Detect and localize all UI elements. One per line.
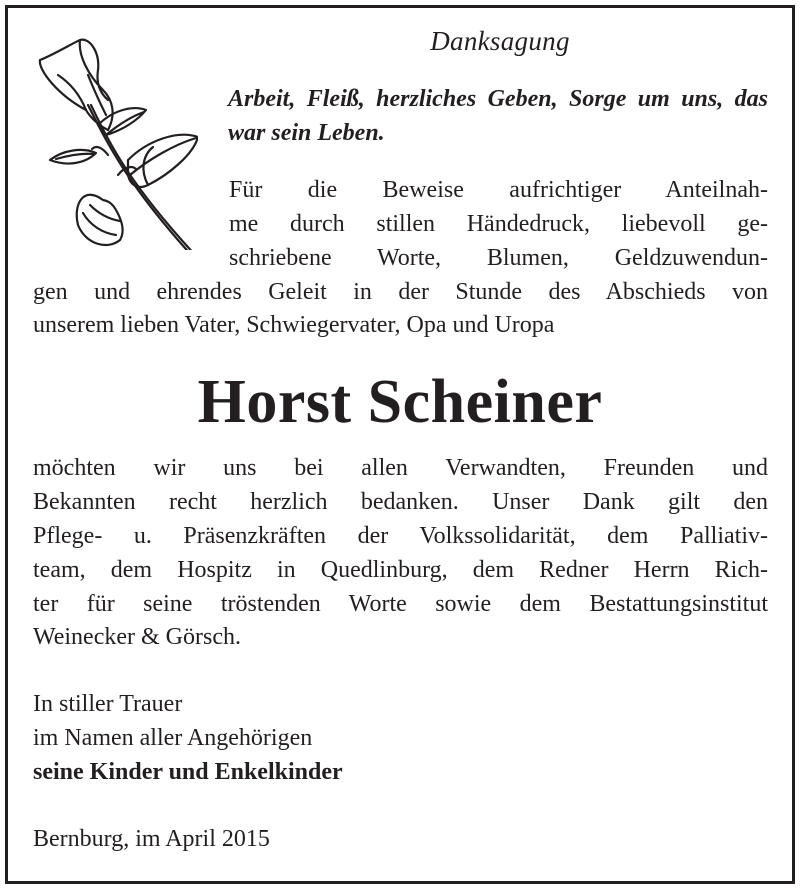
intro-line: schriebene Worte, Blumen, Geldzuwendun- xyxy=(229,245,768,271)
intro-line: unserem lieben Vater, Schwiegervater, Opa und Uropa xyxy=(33,312,555,338)
closing-line: im Namen aller Angehörigen xyxy=(33,725,313,751)
place-date: Bernburg, im April 2015 xyxy=(33,826,270,852)
thanks-line: Bekannten recht herzlich bedanken. Unser Dank gilt den xyxy=(33,489,768,515)
thanks-line: Pflege- u. Präsenzkräften der Volkssolidarität, dem Palliativ- xyxy=(33,523,768,549)
intro-line: Für die Beweise aufrichtiger Anteilnah- xyxy=(229,177,768,203)
thanks-line: ter für seine tröstenden Worte sowie dem Bestattungsinstitut xyxy=(33,591,768,617)
calla-lily-icon xyxy=(28,35,198,250)
thanks-line: möchten wir uns bei allen Verwandten, Freunden und xyxy=(33,455,768,481)
intro-line: gen und ehrendes Geleit in der Stunde des Abschieds von xyxy=(33,279,768,305)
intro-line: me durch stillen Händedruck, liebevoll ge- xyxy=(229,211,768,237)
signature: seine Kinder und Enkelkinder xyxy=(33,759,343,785)
memorial-quote: Arbeit, Fleiß, herzliches Geben, Sorge um uns, das war sein Leben. xyxy=(228,86,768,146)
notice-title: Danksagung xyxy=(430,26,570,56)
thanks-line: team, dem Hospitz in Quedlinburg, dem Redner Herrn Rich- xyxy=(33,557,768,583)
deceased-name: Horst Scheiner xyxy=(197,368,603,436)
closing-line: In stiller Trauer xyxy=(33,691,183,717)
thanks-line: Weinecker & Görsch. xyxy=(33,624,241,650)
